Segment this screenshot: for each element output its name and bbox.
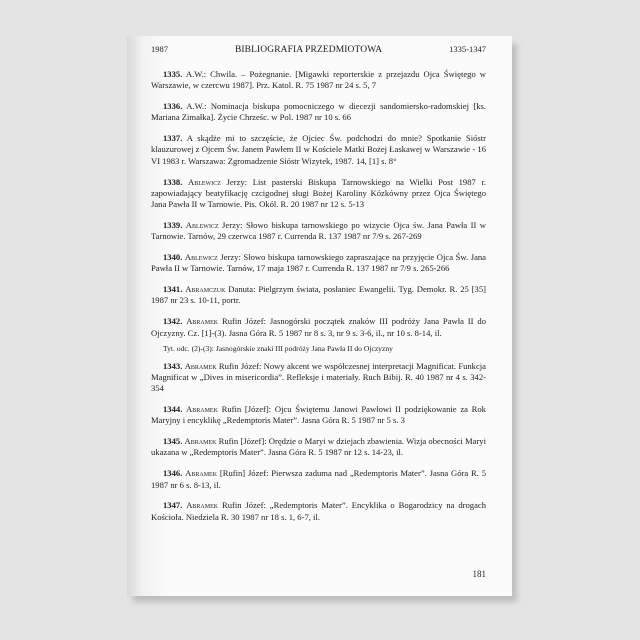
running-head-title: BIBLIOGRAFIA PRZEDMIOTOWA	[234, 45, 383, 55]
entry-author: Abramek	[186, 404, 218, 415]
entry-text: Rufin [Józef]: Orędzie o Maryi w dziejach zbawienia. Wizja obecności Maryi ukazana w „Redemptoris Mater”. Jasna Góra R. 5 1987 nr 12 s. 14-23, il.	[151, 436, 486, 458]
entry-note	[151, 343, 486, 354]
entry-author: Abramek	[184, 436, 217, 447]
entry-author: Abramczuk	[185, 284, 226, 295]
entry-text: A.W.: Chwila. – Pożegnanie. [Migawki reporterskie z przejazdu Ojca Świętego w Warszawie, w czercwu 1987]. Prz. Katol. R. 75 1987 nr 24 s. 5, 7	[151, 69, 486, 91]
entry-number: 1339.	[163, 219, 183, 230]
running-head-range: 1335-1347	[449, 44, 486, 54]
bibliography-entry	[151, 252, 486, 275]
entry-number: 1344.	[163, 404, 183, 415]
entry-text: Rufin [Józef]: Ojcu Świętemu Janowi Pawłowi II podziękowanie za Rok Maryjny i encyklikę „Redemptoris Mater”. Jasna Góra R. 5 1987 nr 5 s. 3	[151, 404, 486, 426]
entry-number: 1336.	[163, 101, 183, 112]
bibliography-entry	[151, 468, 486, 491]
bibliography-entry	[151, 177, 486, 211]
bibliography-entry	[151, 101, 486, 124]
running-head-year: 1987	[151, 44, 168, 54]
bibliography-entry	[151, 500, 486, 523]
entry-author: Abramek	[185, 468, 218, 479]
entry-number: 1346.	[163, 468, 183, 479]
entry-text: Jerzy: Słowo biskupa tarnowskiego zapraszające na przyjęcie Ojca Św. Jana Pawła II w Tarnowie. Tarnów, 17 maja 1987 r. Currenda R. 137 1987 nr 7/9 s. 265-266	[151, 252, 486, 274]
entry-text: Danuta: Pielgrzym świata, posłaniec Ewangelii. Tyg. Demokr. R. 25 [35] 1987 nr 23 s. 10-11, portr.	[151, 284, 487, 306]
bibliography-entry	[151, 436, 486, 459]
entry-number: 1335.	[163, 69, 183, 79]
bibliography-entry	[151, 220, 486, 243]
bibliography-entry	[151, 404, 486, 427]
entry-text: Jerzy: List pasterski Biskupa Tarnowskiego na Wielki Post 1987 r. zapowiadający beatyfikację czcigodnej sługi Bożej Karoliny Kózkówny przez Ojca Świętego Jana Pawła II w Tarnowie. Pis. Okól. R. 20 1987 nr 12 s. 5-13	[151, 176, 487, 210]
entry-number: 1338.	[163, 176, 183, 187]
entry-text: Rufin Józef: Nowy akcent we współczesnej interpretacji Magnificat. Funkcja Magnificat w „Dives in misericordia”. Refleksje i materiały. Ruch Bibij. R. 40 1987 nr 4 s. 342-354	[151, 360, 487, 394]
bibliography-entry	[151, 284, 486, 307]
entry-text: [Rufin] Józef: Pierwsza zaduma nad „Redemptoris Mater”. Jasna Góra R. 5 1987 nr 6 s. 8-13, il.	[151, 468, 486, 490]
book-page	[127, 36, 512, 596]
entry-text: Rufin Józef: Jasnogórski początek znaków III podróży Jana Pawła II do Ojczyzny. Cz. [1]-(3). Jasna Góra R. 5 1987 nr 8 s. 3, nr 9 s. 3-6, il., nr 10 s. 8-14, il.	[151, 316, 486, 338]
page-number: 181	[472, 569, 486, 579]
entry-author: Abramek	[186, 316, 219, 327]
bibliography-entry	[151, 361, 486, 395]
bibliography-entry	[151, 133, 486, 167]
entry-text: A skądże mi to szczęście, że Ojciec Św. podchodzi do mnie? Spotkanie Sióstr klauzurowej z Ojcem Św. Janem Pawłem II w Kościele Matki Bożej Łaskawej w Warszawie - 16 VI 1983 r. Warszawa: Zgromadzenie Sióstr Wizytek, 1987. 14, [1] s. 8°	[151, 133, 486, 166]
entry-number: 1345.	[163, 436, 183, 447]
bibliography-entries	[151, 69, 486, 523]
entry-author: Abramek	[186, 500, 219, 511]
entry-number: 1341.	[163, 284, 183, 295]
entry-number: 1340.	[163, 252, 183, 263]
entry-text: Jerzy: Słowo biskupa tarnowskiego po wizycie Ojca św. Jana Pawła II w Tarnowie. Tarnów, 29 czerwca 1987 r. Currenda R. 137 1987 nr 7/9 s. 267-269	[151, 219, 486, 242]
entry-number: 1342.	[163, 316, 183, 327]
entry-number: 1343.	[163, 360, 183, 371]
entry-author: Ablewicz	[185, 219, 219, 230]
bibliography-entry	[151, 69, 486, 92]
entry-number: 1347.	[163, 500, 183, 511]
entry-number: 1337.	[163, 133, 183, 144]
entry-author: Ablewicz	[188, 176, 221, 187]
entry-author: Ablewicz	[184, 252, 218, 263]
bibliography-entry	[151, 316, 486, 339]
running-head	[151, 43, 486, 56]
entry-text: Tyt. odc. (2)-(3): Jasnogórskie znaki III podróży Jana Pawła II do Ojczyzny	[163, 344, 393, 354]
entry-author: Abramek	[184, 360, 217, 371]
entry-text: Rufin Józef: „Redemptoris Mater”. Encyklika o Bogarodzicy na drogach Kościoła. Niedziela R. 30 1987 nr 18 s. 1, 6-7, il.	[151, 500, 487, 522]
entry-text: A.W.: Nominacja biskupa pomocniczego w diecezji sandomiersko-radomskiej [ks. Mariana Zimałka]. Życie Chrześc. w Pol. 1987 nr 10 s. 66	[151, 101, 486, 123]
